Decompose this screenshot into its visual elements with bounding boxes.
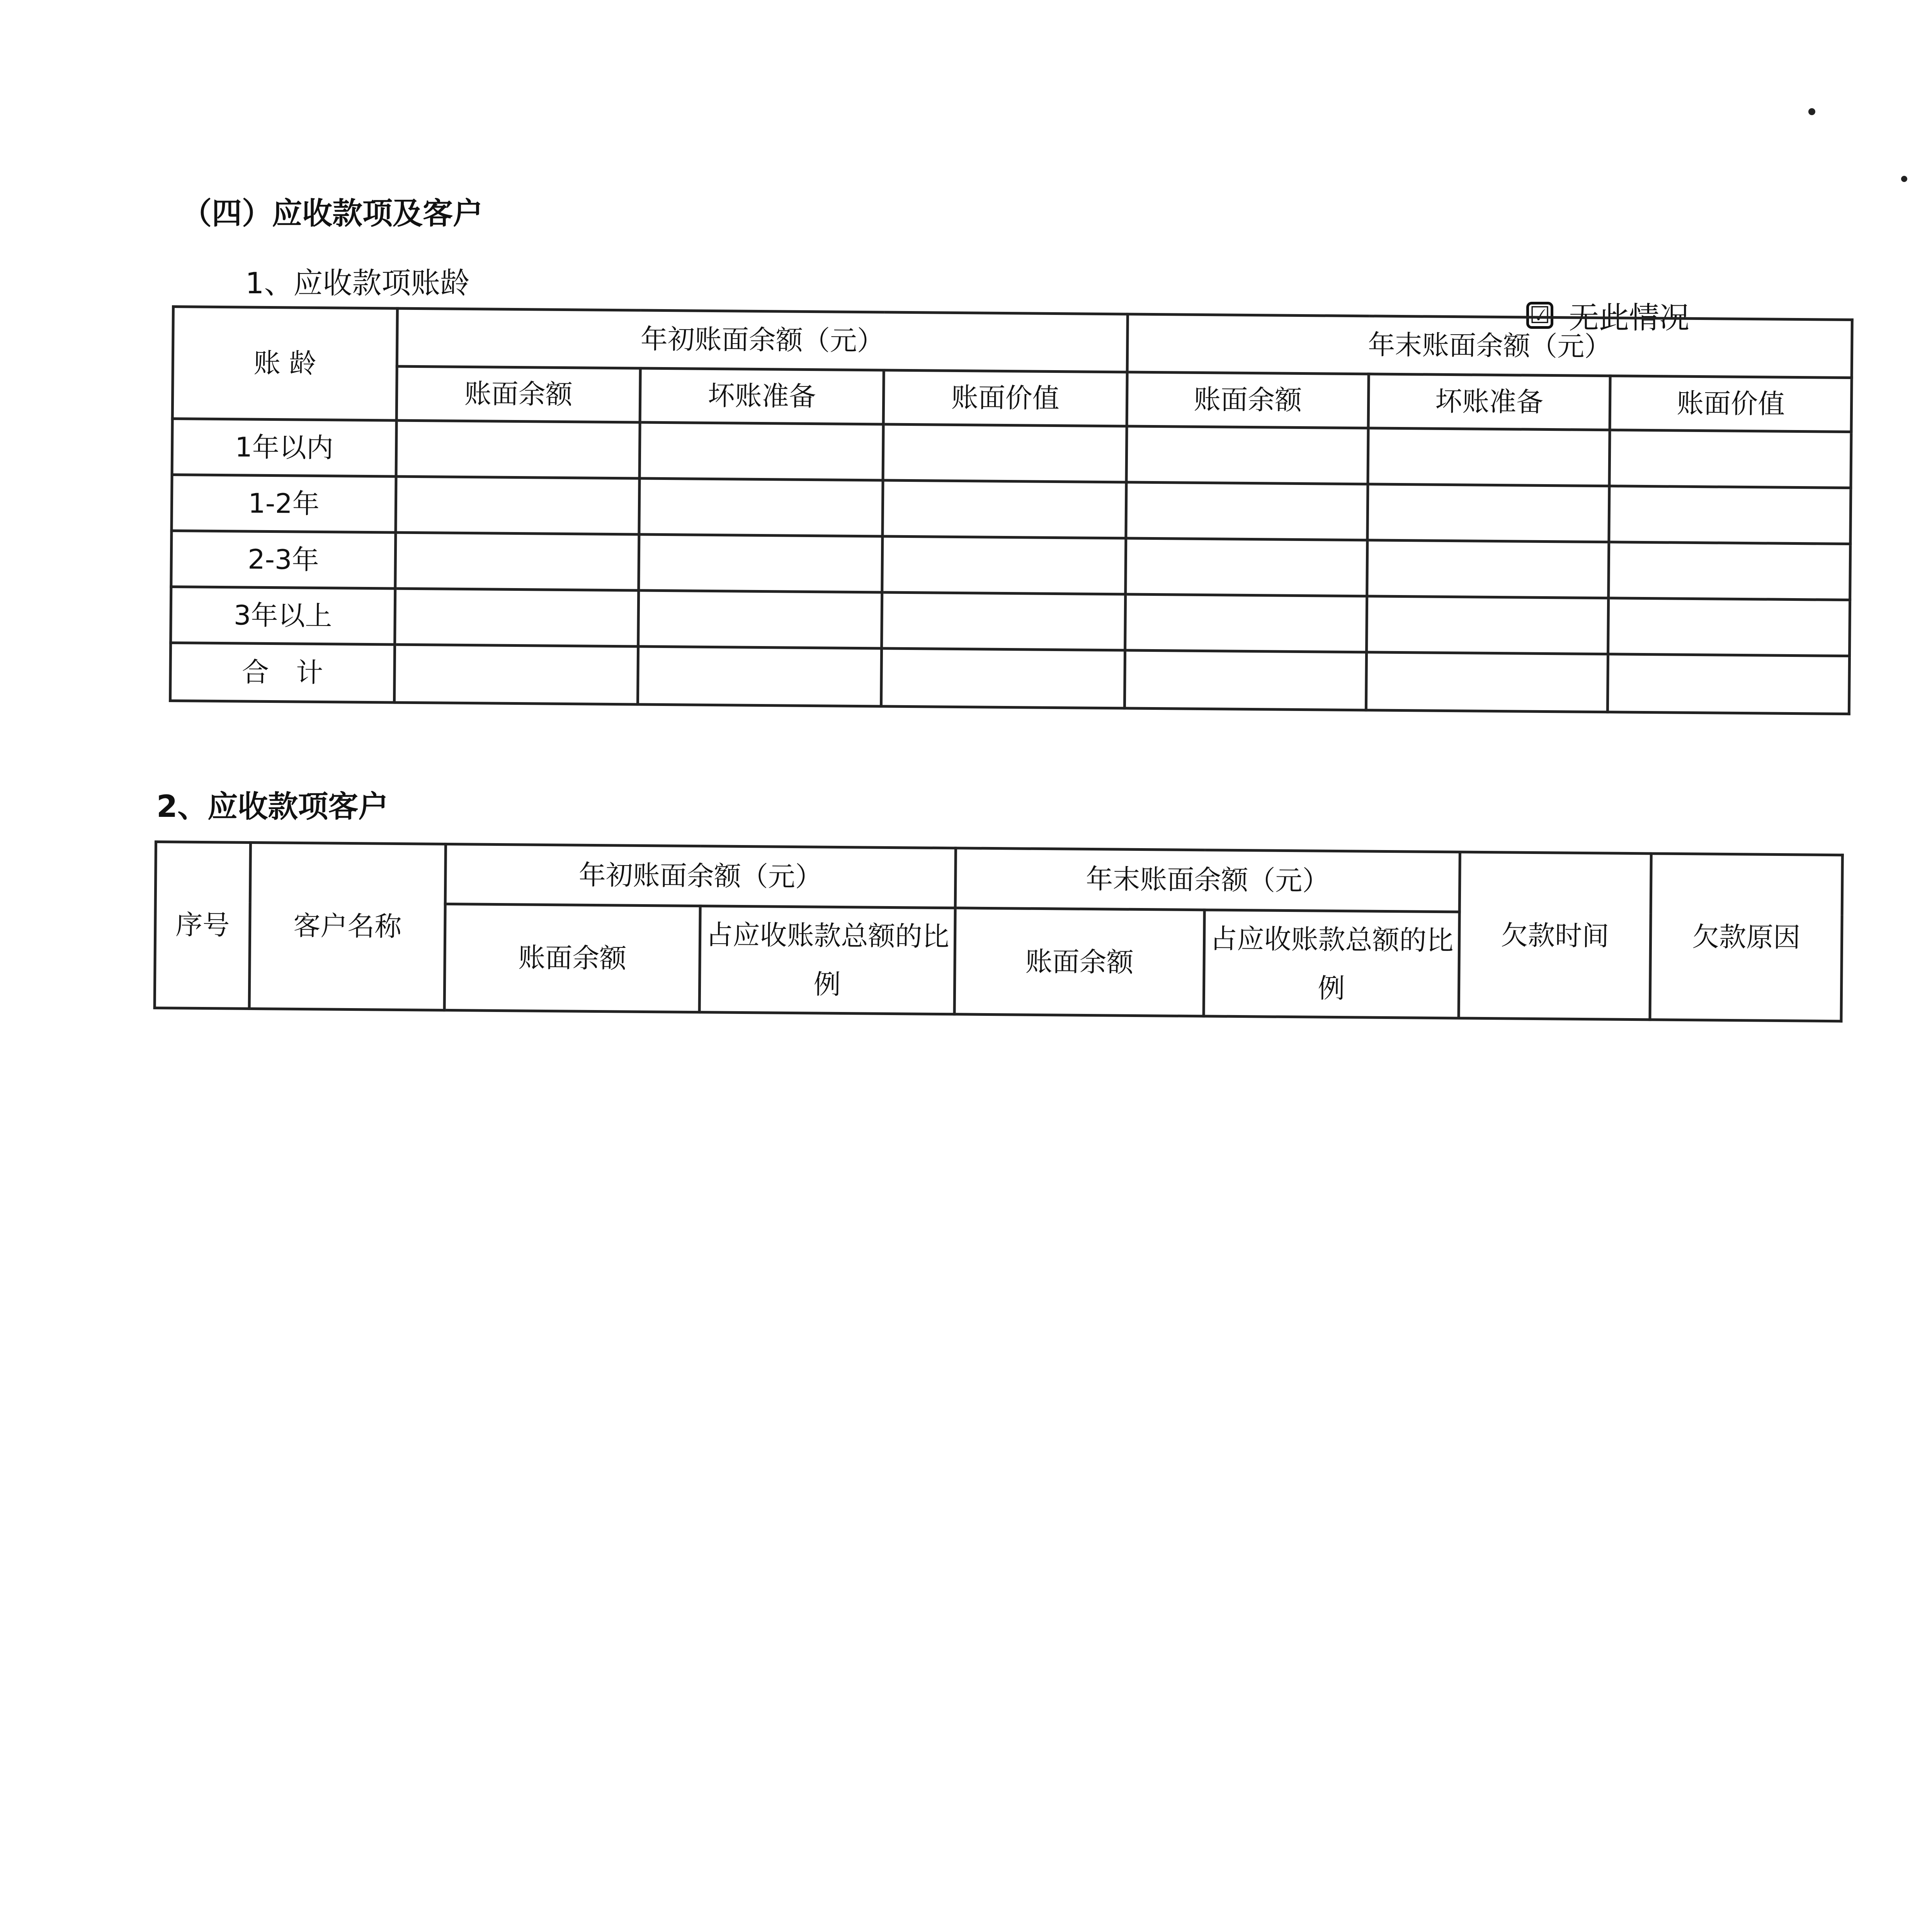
table-cell[interactable] <box>395 532 639 590</box>
header-bad-debt: 坏账准备 <box>640 368 884 424</box>
section-title: （四）应收款项及客户 <box>182 196 483 231</box>
header-book-balance: 账面余额 <box>1127 372 1369 428</box>
header-owed-time: 欠款时间 <box>1459 852 1651 1020</box>
table-cell[interactable] <box>394 645 638 704</box>
table-cell[interactable] <box>1367 596 1609 654</box>
no-situation-label: 无此情况 <box>1569 301 1690 335</box>
table-cell[interactable] <box>1607 654 1849 714</box>
table-cell[interactable] <box>1367 484 1609 542</box>
header-year-start: 年初账面余额（元） <box>397 308 1128 372</box>
table-cell[interactable] <box>1125 594 1367 652</box>
table-cell[interactable] <box>882 536 1126 594</box>
table-cell[interactable] <box>1126 482 1368 540</box>
table-cell[interactable] <box>396 476 639 534</box>
table-cell[interactable] <box>883 480 1126 538</box>
customers-title: 2、应收款项客户 <box>156 789 389 824</box>
row-label: 1-2年 <box>172 475 396 533</box>
table-cell[interactable] <box>1608 598 1850 656</box>
table-cell[interactable] <box>638 590 882 648</box>
header-book-balance: 账面余额 <box>954 908 1204 1016</box>
row-label: 合 计 <box>170 643 395 703</box>
header-book-value: 账面价值 <box>883 370 1127 426</box>
table-cell[interactable] <box>1366 652 1608 712</box>
aging-table <box>169 305 1854 715</box>
header-book-value: 账面价值 <box>1610 376 1852 432</box>
table-cell[interactable] <box>639 422 883 480</box>
row-label: 2-3年 <box>171 531 396 589</box>
header-aging: 账 龄 <box>172 307 397 421</box>
table-cell[interactable] <box>882 592 1126 650</box>
header-owed-reason: 欠款原因 <box>1650 854 1842 1021</box>
header-bad-debt: 坏账准备 <box>1368 374 1610 430</box>
header-book-balance: 账面余额 <box>396 366 640 422</box>
table-cell[interactable] <box>1368 428 1610 486</box>
customers-table <box>153 840 1844 1022</box>
table-cell[interactable] <box>1124 650 1366 710</box>
header-year-end: 年末账面余额（元） <box>1127 314 1852 378</box>
row-label: 1年以内 <box>172 419 396 477</box>
table-cell[interactable] <box>1367 540 1609 598</box>
header-ratio: 占应收账款总额的比例 <box>699 906 955 1014</box>
scan-speck <box>1808 108 1815 115</box>
table-cell[interactable] <box>1609 486 1851 544</box>
table-cell[interactable] <box>639 478 883 536</box>
header-year-end: 年末账面余额（元） <box>955 848 1460 912</box>
table-cell[interactable] <box>639 534 883 592</box>
table-cell[interactable] <box>1609 542 1850 600</box>
table-cell[interactable] <box>883 424 1127 482</box>
table-cell[interactable] <box>1126 538 1367 596</box>
table-cell[interactable] <box>638 646 881 706</box>
header-book-balance: 账面余额 <box>444 904 700 1012</box>
table-cell[interactable] <box>1126 426 1368 484</box>
table-cell[interactable] <box>1609 430 1851 488</box>
header-year-start: 年初账面余额（元） <box>445 844 956 908</box>
header-customer-name: 客户名称 <box>249 842 446 1010</box>
checkbox-checked-icon[interactable]: ☑ <box>1526 302 1553 329</box>
row-label: 3年以上 <box>171 587 395 645</box>
table-cell[interactable] <box>881 648 1125 708</box>
aging-title: 1、应收款项账龄 <box>245 266 470 300</box>
table-cell[interactable] <box>395 588 639 646</box>
table-cell[interactable] <box>396 420 640 478</box>
header-ratio: 占应收账款总额的比例 <box>1204 910 1459 1018</box>
header-no: 序号 <box>155 842 250 1009</box>
scan-speck <box>1901 176 1907 182</box>
